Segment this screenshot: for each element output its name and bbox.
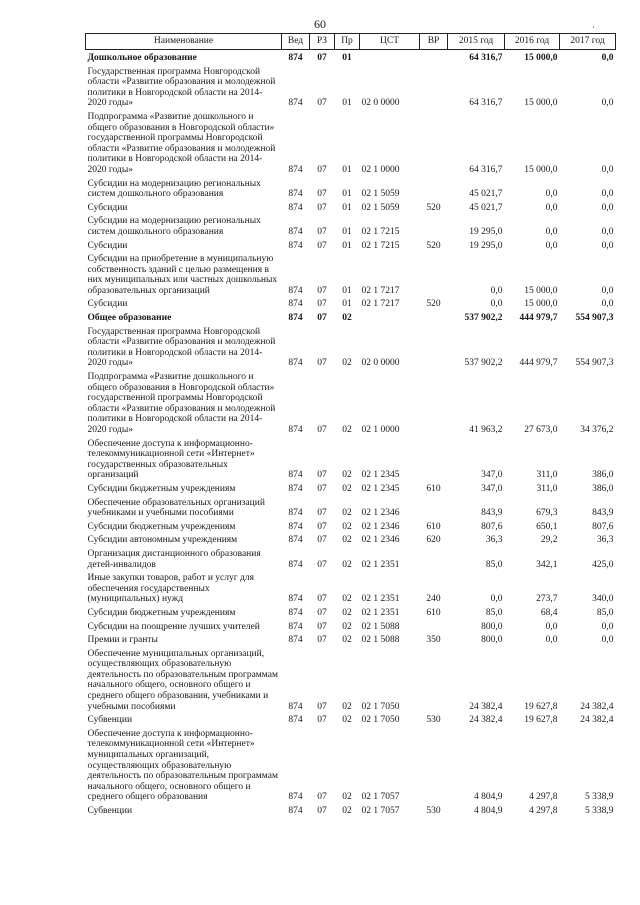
cell-cst: 02 1 7215 bbox=[361, 240, 400, 251]
cell-2017: 34 376,2 bbox=[580, 425, 614, 435]
cell-2017: 24 382,4 bbox=[580, 701, 614, 712]
cell-pr: 01 bbox=[342, 98, 352, 109]
cell-ved: 874 bbox=[288, 425, 303, 435]
cell-2016: 4 297,8 bbox=[529, 792, 558, 803]
cell-2017: 0,0 bbox=[601, 635, 614, 646]
cell-ved: 874 bbox=[288, 559, 303, 570]
cell-vr: 610 bbox=[426, 521, 441, 532]
cell-name: Общее образование bbox=[87, 313, 172, 324]
cell-2016: 15 000,0 bbox=[524, 285, 558, 296]
col-header-vr: ВР bbox=[420, 34, 448, 50]
cell-2017: 0,0 bbox=[601, 98, 614, 109]
cell-2017: 0,0 bbox=[601, 53, 614, 63]
cell-name: Субвенции bbox=[87, 715, 133, 726]
table-row bbox=[86, 605, 616, 619]
cell-name: Подпрограмма «Развитие дошкольного и общего образования в Новгородской области» государственной программы Новгородской области «Развитие образования и молодежной политики в Новгородской области на 2014-2020 годы» bbox=[87, 111, 276, 175]
cell-cst: 02 0 0000 bbox=[361, 98, 400, 109]
table-row bbox=[86, 296, 616, 310]
cell-name: Субсидии бюджетным учреждениям bbox=[87, 483, 236, 494]
cell-name: Премии и гранты bbox=[87, 635, 158, 646]
cell-2015: 800,0 bbox=[481, 621, 503, 632]
cell-cst: 02 1 2346 bbox=[361, 508, 400, 519]
cell-name: Дошкольное образование bbox=[87, 53, 197, 63]
cell-2016: 0,0 bbox=[545, 226, 558, 237]
table-row bbox=[86, 712, 616, 726]
cell-cst: 02 1 2351 bbox=[361, 559, 400, 570]
table-row bbox=[86, 481, 616, 495]
cell-rz: 07 bbox=[317, 202, 327, 213]
cell-pr: 02 bbox=[342, 792, 352, 803]
cell-pr: 02 bbox=[342, 621, 352, 632]
col-header-ved: Вед bbox=[282, 34, 310, 50]
cell-rz: 07 bbox=[317, 189, 327, 200]
cell-pr: 02 bbox=[342, 607, 352, 618]
cell-pr: 01 bbox=[342, 164, 352, 175]
cell-2016: 0,0 bbox=[545, 240, 558, 251]
corner-mark: · bbox=[592, 22, 595, 32]
cell-cst: 02 1 7215 bbox=[361, 226, 400, 237]
table-row bbox=[86, 519, 616, 533]
cell-2016: 444 979,7 bbox=[519, 313, 558, 324]
cell-pr: 02 bbox=[342, 559, 352, 570]
cell-2015: 45 021,7 bbox=[469, 189, 503, 200]
cell-2015: 36,3 bbox=[485, 535, 503, 546]
cell-rz: 07 bbox=[317, 299, 327, 310]
cell-cst: 02 1 5059 bbox=[361, 189, 400, 200]
cell-2016: 342,1 bbox=[536, 559, 558, 570]
cell-ved: 874 bbox=[288, 508, 303, 519]
cell-cst: 02 0 0000 bbox=[361, 358, 400, 369]
cell-pr: 01 bbox=[342, 189, 352, 200]
table-header-row bbox=[86, 34, 616, 50]
cell-2017: 807,6 bbox=[592, 521, 614, 532]
cell-name: Субсидии бюджетным учреждениям bbox=[87, 521, 236, 532]
cell-ved: 874 bbox=[288, 98, 303, 109]
cell-ved: 874 bbox=[288, 792, 303, 803]
cell-vr bbox=[420, 109, 448, 176]
cell-2016: 15 000,0 bbox=[524, 98, 558, 109]
section-row bbox=[86, 50, 616, 64]
table-row bbox=[86, 109, 616, 176]
cell-2017: 0,0 bbox=[601, 621, 614, 632]
cell-ved: 874 bbox=[288, 594, 303, 605]
cell-2015: 19 295,0 bbox=[469, 240, 503, 251]
cell-pr: 02 bbox=[342, 483, 352, 494]
col-header-2015: 2015 год bbox=[448, 34, 505, 50]
cell-vr: 530 bbox=[426, 715, 441, 726]
cell-2015: 0,0 bbox=[490, 594, 503, 605]
cell-2017: 843,9 bbox=[592, 508, 614, 519]
cell-ved: 874 bbox=[288, 483, 303, 494]
cell-rz: 07 bbox=[317, 635, 327, 646]
cell-cst: 02 1 5059 bbox=[361, 202, 400, 213]
cell-2016: 19 627,8 bbox=[524, 715, 558, 726]
cell-rz: 07 bbox=[317, 792, 327, 803]
cell-vr bbox=[420, 495, 448, 519]
cell-name: Субсидии bbox=[87, 202, 128, 213]
cell-2015: 19 295,0 bbox=[469, 226, 503, 237]
cell-rz: 07 bbox=[317, 358, 327, 369]
cell-name: Обеспечение доступа к информационно-телекоммуникационной сети «Интернет» муниципальных организаций, осуществляющих образовательную деятельность по образовательным программам начального общего, основного общего и среднего общего образования bbox=[87, 728, 278, 803]
cell-ved: 874 bbox=[288, 202, 303, 213]
cell-ved: 874 bbox=[288, 535, 303, 546]
cell-2015: 24 382,4 bbox=[469, 701, 503, 712]
table-row bbox=[86, 532, 616, 546]
cell-rz: 07 bbox=[317, 483, 327, 494]
cell-pr: 02 bbox=[342, 635, 352, 646]
cell-2015: 347,0 bbox=[481, 483, 503, 494]
cell-2016: 0,0 bbox=[545, 635, 558, 646]
cell-ved: 874 bbox=[288, 164, 303, 175]
col-header-cst: ЦСТ bbox=[360, 34, 420, 50]
cell-vr: 240 bbox=[426, 594, 441, 605]
cell-2015: 64 316,7 bbox=[469, 98, 503, 109]
cell-pr: 01 bbox=[342, 285, 352, 296]
cell-pr: 01 bbox=[342, 226, 352, 237]
table-row bbox=[86, 251, 616, 296]
cell-rz: 07 bbox=[317, 559, 327, 570]
cell-name: Обеспечение муниципальных организаций, осуществляющих образовательную деятельность по образовательным программам начального общего, основного общего и среднего общего образования, учебниками и учебными пособиями bbox=[87, 648, 278, 712]
cell-pr: 02 bbox=[342, 535, 352, 546]
cell-2015: 45 021,7 bbox=[469, 202, 503, 213]
table-row bbox=[86, 495, 616, 519]
cell-vr bbox=[420, 619, 448, 633]
cell-name: Субсидии bbox=[87, 299, 128, 310]
cell-vr bbox=[420, 50, 448, 64]
cell-2016: 19 627,8 bbox=[524, 701, 558, 712]
cell-2017: 0,0 bbox=[601, 285, 614, 296]
cell-rz: 07 bbox=[317, 425, 327, 435]
cell-name: Субсидии автономным учреждениям bbox=[87, 535, 238, 546]
cell-2016: 273,7 bbox=[536, 594, 558, 605]
cell-2016: 15 000,0 bbox=[524, 299, 558, 310]
cell-ved: 874 bbox=[288, 715, 303, 726]
cell-pr: 02 bbox=[342, 508, 352, 519]
cell-rz: 07 bbox=[317, 806, 327, 816]
cell-ved: 874 bbox=[288, 806, 303, 816]
cell-rz: 07 bbox=[317, 240, 327, 251]
cell-cst: 02 1 2345 bbox=[361, 470, 400, 481]
cell-pr: 02 bbox=[342, 521, 352, 532]
cell-cst bbox=[360, 310, 420, 324]
cell-vr: 350 bbox=[426, 635, 441, 646]
cell-rz: 07 bbox=[317, 535, 327, 546]
cell-rz: 07 bbox=[317, 98, 327, 109]
cell-vr bbox=[420, 64, 448, 109]
cell-cst: 02 1 7050 bbox=[361, 715, 400, 726]
cell-vr bbox=[420, 369, 448, 436]
cell-pr: 02 bbox=[342, 594, 352, 605]
cell-vr: 520 bbox=[426, 202, 441, 213]
cell-ved: 874 bbox=[288, 470, 303, 481]
cell-cst: 02 1 0000 bbox=[361, 164, 400, 175]
cell-vr bbox=[420, 726, 448, 803]
cell-cst: 02 1 2345 bbox=[361, 483, 400, 494]
cell-name: Субсидии на поощрение лучших учителей bbox=[87, 621, 260, 632]
cell-pr: 02 bbox=[342, 425, 352, 435]
cell-cst: 02 1 7217 bbox=[361, 299, 400, 310]
cell-ved: 874 bbox=[288, 313, 303, 324]
cell-ved: 874 bbox=[288, 607, 303, 618]
cell-vr bbox=[420, 546, 448, 570]
cell-name: Субсидии бюджетным учреждениям bbox=[87, 607, 236, 618]
cell-2016: 0,0 bbox=[545, 189, 558, 200]
cell-cst: 02 1 7057 bbox=[361, 792, 400, 803]
cell-2015: 4 804,9 bbox=[474, 806, 503, 816]
table-row bbox=[86, 546, 616, 570]
cell-name: Обеспечение доступа к информационно-телекоммуникационной сети «Интернет» государственных образовательных организаций bbox=[87, 438, 255, 481]
cell-pr: 01 bbox=[342, 202, 352, 213]
cell-pr: 01 bbox=[342, 53, 352, 63]
cell-2015: 800,0 bbox=[481, 635, 503, 646]
cell-name: Государственная программа Новгородской области «Развитие образования и молодежной политики в Новгородской области на 2014-2020 годы» bbox=[87, 326, 276, 369]
cell-name: Иные закупки товаров, работ и услуг для обеспечения государственных (муниципальных) нужд bbox=[87, 573, 254, 605]
cell-2015: 64 316,7 bbox=[469, 164, 503, 175]
cell-vr bbox=[420, 310, 448, 324]
col-header-rz: РЗ bbox=[310, 34, 335, 50]
cell-2016: 444 979,7 bbox=[519, 358, 558, 369]
budget-table bbox=[85, 33, 616, 817]
cell-vr bbox=[420, 646, 448, 713]
cell-2016: 4 297,8 bbox=[529, 806, 558, 816]
cell-2017: 5 338,9 bbox=[585, 806, 614, 816]
cell-ved: 874 bbox=[288, 299, 303, 310]
cell-pr: 02 bbox=[342, 701, 352, 712]
cell-2016: 15 000,0 bbox=[524, 53, 558, 63]
cell-2015: 64 316,7 bbox=[469, 53, 503, 63]
cell-2017: 85,0 bbox=[596, 607, 614, 618]
cell-vr bbox=[420, 213, 448, 237]
cell-vr: 520 bbox=[426, 240, 441, 251]
cell-rz: 07 bbox=[317, 621, 327, 632]
cell-ved: 874 bbox=[288, 189, 303, 200]
table-row bbox=[86, 200, 616, 214]
cell-2016: 311,0 bbox=[536, 470, 558, 481]
page-number: 60 bbox=[314, 17, 326, 31]
cell-pr: 02 bbox=[342, 313, 352, 324]
cell-vr: 610 bbox=[426, 483, 441, 494]
cell-2015: 85,0 bbox=[485, 559, 503, 570]
cell-2016: 311,0 bbox=[536, 483, 558, 494]
cell-cst: 02 1 2346 bbox=[361, 521, 400, 532]
cell-ved: 874 bbox=[288, 621, 303, 632]
cell-ved: 874 bbox=[288, 285, 303, 296]
table-row bbox=[86, 803, 616, 817]
cell-rz: 07 bbox=[317, 715, 327, 726]
cell-name: Обеспечение образовательных организаций учебниками и учебными пособиями bbox=[87, 497, 265, 519]
cell-ved: 874 bbox=[288, 240, 303, 251]
cell-pr: 02 bbox=[342, 806, 352, 816]
cell-2017: 554 907,3 bbox=[575, 313, 614, 324]
cell-2017: 36,3 bbox=[596, 535, 614, 546]
cell-2015: 41 963,2 bbox=[469, 425, 503, 435]
cell-ved: 874 bbox=[288, 226, 303, 237]
cell-2015: 0,0 bbox=[490, 299, 503, 310]
cell-2015: 843,9 bbox=[481, 508, 503, 519]
cell-rz: 07 bbox=[317, 470, 327, 481]
table-row bbox=[86, 632, 616, 646]
cell-2017: 0,0 bbox=[601, 164, 614, 175]
cell-2016: 29,2 bbox=[540, 535, 558, 546]
col-header-2017: 2017 год bbox=[560, 34, 616, 50]
table-row bbox=[86, 176, 616, 200]
cell-pr: 02 bbox=[342, 358, 352, 369]
cell-pr: 02 bbox=[342, 715, 352, 726]
cell-2015: 807,6 bbox=[481, 521, 503, 532]
cell-vr bbox=[420, 176, 448, 200]
cell-cst: 02 1 5088 bbox=[361, 635, 400, 646]
cell-2016: 650,1 bbox=[536, 521, 558, 532]
table-row bbox=[86, 570, 616, 605]
cell-name: Субсидии на приобретение в муниципальную собственность зданий с целью размещения в них муниципальных или частных дошкольных образовательных организаций bbox=[87, 254, 278, 296]
cell-2016: 27 673,0 bbox=[524, 425, 558, 435]
cell-cst: 02 1 7057 bbox=[361, 806, 400, 816]
table-row bbox=[86, 726, 616, 803]
cell-cst: 02 1 7217 bbox=[361, 285, 400, 296]
cell-2017: 0,0 bbox=[601, 189, 614, 200]
cell-2015: 4 804,9 bbox=[474, 792, 503, 803]
cell-rz: 07 bbox=[317, 53, 327, 63]
cell-rz: 07 bbox=[317, 285, 327, 296]
cell-2016: 68,4 bbox=[540, 607, 558, 618]
cell-cst: 02 1 2351 bbox=[361, 607, 400, 618]
cell-name: Подпрограмма «Развитие дошкольного и общего образования в Новгородской области» государственной программы Новгородской области «Развитие образования и молодежной политики в Новгородской области на 2014-2020 годы» bbox=[87, 372, 276, 435]
cell-rz: 07 bbox=[317, 508, 327, 519]
cell-vr: 530 bbox=[426, 806, 441, 816]
section-row bbox=[86, 310, 616, 324]
cell-2016: 679,3 bbox=[536, 508, 558, 519]
cell-2017: 554 907,3 bbox=[575, 358, 614, 369]
cell-rz: 07 bbox=[317, 607, 327, 618]
cell-2017: 24 382,4 bbox=[580, 715, 614, 726]
cell-rz: 07 bbox=[317, 521, 327, 532]
cell-name: Субсидии bbox=[87, 240, 128, 251]
cell-vr: 610 bbox=[426, 607, 441, 618]
cell-2015: 537 902,2 bbox=[464, 313, 503, 324]
cell-ved: 874 bbox=[288, 358, 303, 369]
table-row bbox=[86, 619, 616, 633]
cell-pr: 01 bbox=[342, 299, 352, 310]
cell-name: Субсидии на модернизацию региональных систем дошкольного образования bbox=[87, 216, 261, 237]
cell-name: Государственная программа Новгородской области «Развитие образования и молодежной политики в Новгородской области на 2014-2020 годы» bbox=[87, 66, 276, 109]
col-header-name: Наименование bbox=[86, 34, 282, 50]
cell-vr: 620 bbox=[426, 535, 441, 546]
cell-name: Субвенции bbox=[87, 806, 133, 816]
cell-ved: 874 bbox=[288, 53, 303, 63]
table-row bbox=[86, 646, 616, 713]
table-row bbox=[86, 324, 616, 369]
cell-2017: 425,0 bbox=[592, 559, 614, 570]
cell-2017: 0,0 bbox=[601, 299, 614, 310]
cell-2017: 386,0 bbox=[592, 470, 614, 481]
cell-2016: 15 000,0 bbox=[524, 164, 558, 175]
cell-vr bbox=[420, 324, 448, 369]
cell-vr bbox=[420, 251, 448, 296]
cell-2017: 5 338,9 bbox=[585, 792, 614, 803]
cell-2017: 386,0 bbox=[592, 483, 614, 494]
cell-cst: 02 1 2351 bbox=[361, 594, 400, 605]
table-body bbox=[86, 50, 616, 817]
cell-2017: 0,0 bbox=[601, 240, 614, 251]
table-row bbox=[86, 213, 616, 237]
cell-2015: 85,0 bbox=[485, 607, 503, 618]
cell-cst: 02 1 5088 bbox=[361, 621, 400, 632]
cell-vr: 520 bbox=[426, 299, 441, 310]
cell-2015: 24 382,4 bbox=[469, 715, 503, 726]
table-row bbox=[86, 64, 616, 109]
cell-pr: 02 bbox=[342, 470, 352, 481]
cell-cst bbox=[360, 50, 420, 64]
col-header-2016: 2016 год bbox=[505, 34, 560, 50]
cell-2015: 347,0 bbox=[481, 470, 503, 481]
cell-ved: 874 bbox=[288, 521, 303, 532]
cell-cst: 02 1 2346 bbox=[361, 535, 400, 546]
cell-2016: 0,0 bbox=[545, 621, 558, 632]
cell-2015: 0,0 bbox=[490, 285, 503, 296]
cell-name: Субсидии на модернизацию региональных систем дошкольного образования bbox=[87, 178, 261, 200]
cell-rz: 07 bbox=[317, 594, 327, 605]
cell-name: Организация дистанционного образования детей-инвалидов bbox=[87, 548, 261, 570]
cell-vr bbox=[420, 436, 448, 481]
cell-2016: 0,0 bbox=[545, 202, 558, 213]
cell-2015: 537 902,2 bbox=[464, 358, 503, 369]
cell-ved: 874 bbox=[288, 701, 303, 712]
table-row bbox=[86, 436, 616, 481]
cell-2017: 340,0 bbox=[592, 594, 614, 605]
cell-pr: 01 bbox=[342, 240, 352, 251]
table-row bbox=[86, 238, 616, 252]
col-header-pr: Пр bbox=[335, 34, 360, 50]
table-row bbox=[86, 369, 616, 436]
cell-2017: 0,0 bbox=[601, 202, 614, 213]
cell-rz: 07 bbox=[317, 313, 327, 324]
cell-cst: 02 1 7050 bbox=[361, 701, 400, 712]
cell-2017: 0,0 bbox=[601, 226, 614, 237]
cell-ved: 874 bbox=[288, 635, 303, 646]
cell-rz: 07 bbox=[317, 226, 327, 237]
cell-rz: 07 bbox=[317, 701, 327, 712]
cell-rz: 07 bbox=[317, 164, 327, 175]
cell-cst: 02 1 0000 bbox=[361, 425, 400, 435]
